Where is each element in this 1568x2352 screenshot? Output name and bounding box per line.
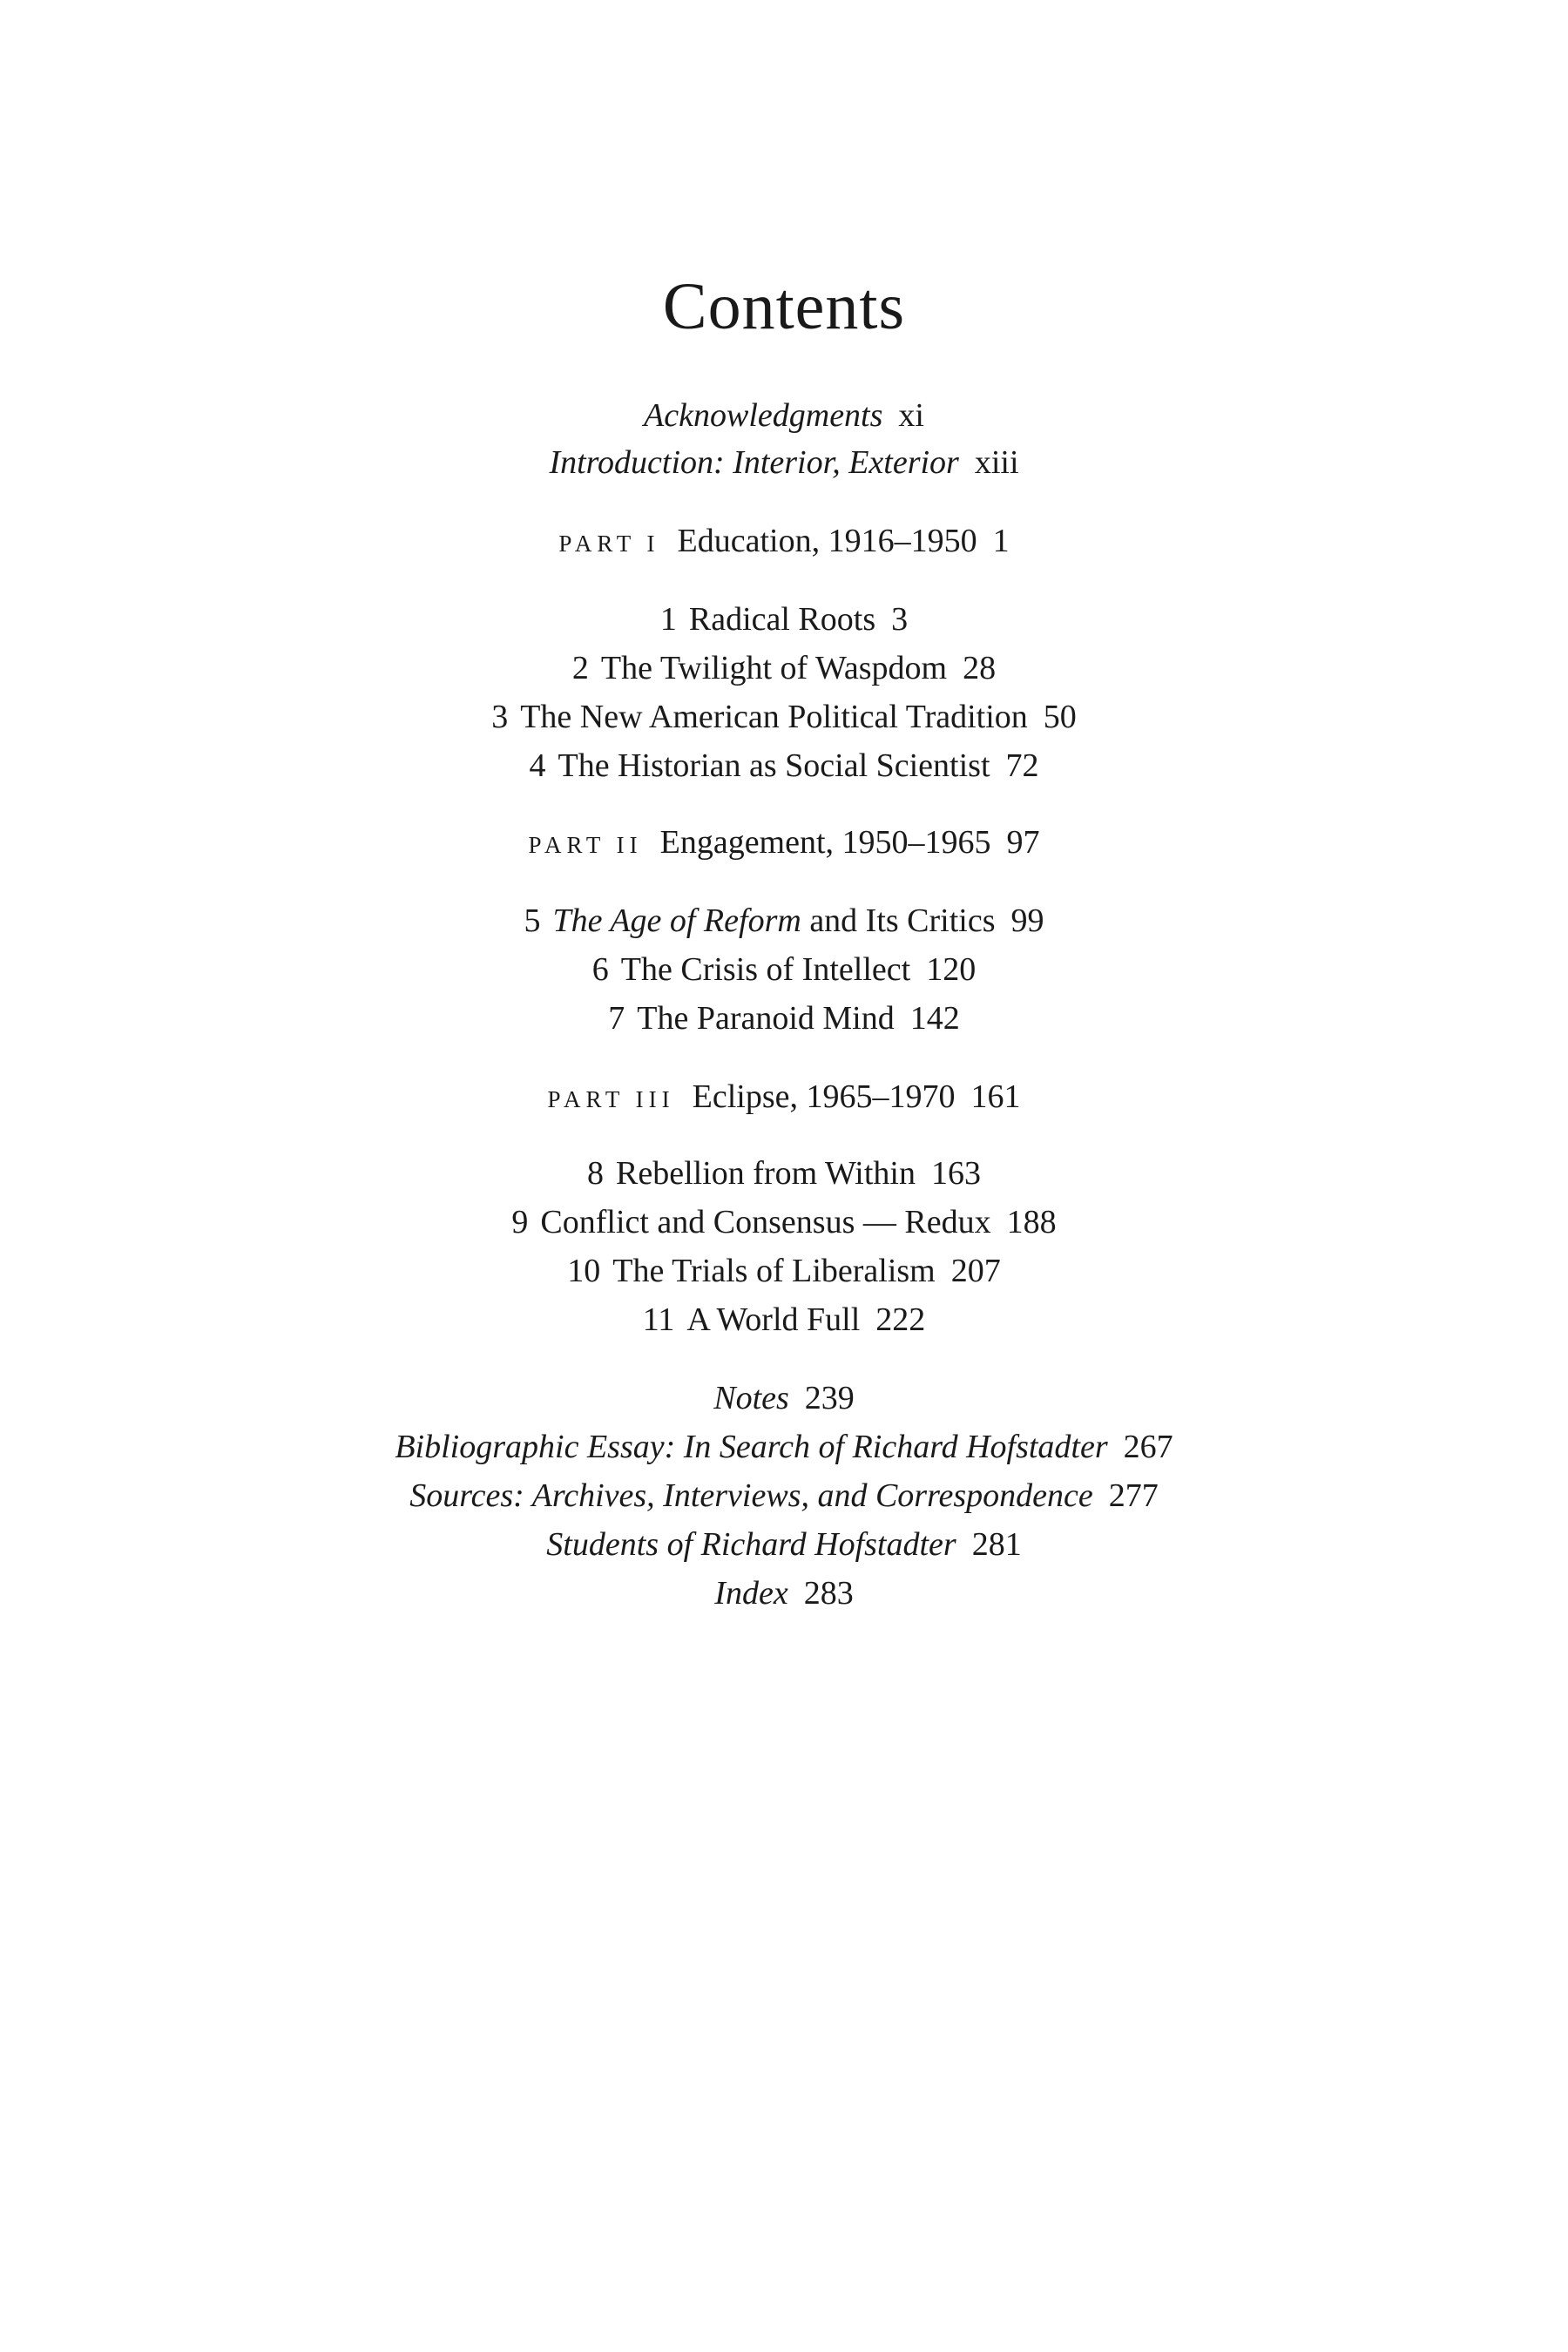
toc-entry-sources[interactable] bbox=[0, 1474, 1568, 1517]
chapter-page: 28 bbox=[963, 650, 997, 686]
toc-part-1[interactable] bbox=[0, 519, 1568, 565]
chapter-page: 120 bbox=[926, 951, 977, 988]
chapter-number: 3 bbox=[491, 699, 509, 735]
toc-chapter-4[interactable] bbox=[0, 744, 1568, 787]
chapter-title: A World Full bbox=[686, 1301, 861, 1338]
chapter-title: The Trials of Liberalism bbox=[612, 1253, 936, 1289]
entry-title: Introduction: Interior, Exterior bbox=[549, 444, 959, 481]
entry-title: Sources: Archives, Interviews, and Correspondence bbox=[409, 1477, 1093, 1514]
toc-chapter-3[interactable] bbox=[0, 695, 1568, 739]
chapter-number: 6 bbox=[591, 951, 609, 988]
toc-chapter-9[interactable] bbox=[0, 1200, 1568, 1244]
part-label: PART I bbox=[558, 531, 660, 557]
entry-page: 239 bbox=[804, 1380, 855, 1416]
chapter-title: Radical Roots bbox=[688, 601, 876, 638]
chapter-title: Conflict and Consensus — Redux bbox=[540, 1204, 991, 1240]
chapter-number: 9 bbox=[511, 1204, 529, 1240]
toc-entry-introduction[interactable] bbox=[0, 441, 1568, 484]
toc-entry-index[interactable] bbox=[0, 1571, 1568, 1615]
entry-title: Notes bbox=[713, 1380, 789, 1416]
part-title: Eclipse, 1965–1970 bbox=[692, 1078, 956, 1115]
chapter-page: 163 bbox=[930, 1155, 981, 1192]
chapter-number: 7 bbox=[608, 1000, 625, 1037]
toc-entry-bibliographic-essay[interactable] bbox=[0, 1425, 1568, 1469]
chapter-page: 222 bbox=[875, 1301, 926, 1338]
chapter-page: 207 bbox=[950, 1253, 1001, 1289]
part-page: 97 bbox=[1006, 824, 1040, 861]
entry-page: 283 bbox=[803, 1575, 854, 1612]
chapter-title: The Crisis of Intellect bbox=[620, 951, 911, 988]
chapter-title: The Historian as Social Scientist bbox=[558, 747, 990, 784]
chapter-title-italic: The Age of Reform bbox=[552, 902, 801, 939]
toc-entry-notes[interactable] bbox=[0, 1376, 1568, 1420]
entry-page: xi bbox=[898, 397, 924, 434]
entry-page: xiii bbox=[974, 444, 1019, 481]
chapter-page: 72 bbox=[1005, 747, 1039, 784]
chapter-page: 3 bbox=[891, 601, 909, 638]
entry-page: 281 bbox=[971, 1526, 1022, 1563]
chapter-number: 4 bbox=[529, 747, 546, 784]
toc-entry-acknowledgments[interactable] bbox=[0, 394, 1568, 437]
entry-title: Students of Richard Hofstadter bbox=[546, 1526, 956, 1563]
toc-chapter-6[interactable] bbox=[0, 948, 1568, 991]
chapter-number: 2 bbox=[571, 650, 589, 686]
chapter-title: Rebellion from Within bbox=[616, 1155, 916, 1192]
page-title: Contents bbox=[662, 270, 906, 343]
part-title: Engagement, 1950–1965 bbox=[659, 824, 991, 861]
toc-part-2[interactable] bbox=[0, 821, 1568, 867]
chapter-page: 99 bbox=[1010, 902, 1044, 939]
chapter-number: 11 bbox=[642, 1301, 675, 1338]
chapter-number: 5 bbox=[524, 902, 541, 939]
chapter-title: The New American Political Tradition bbox=[520, 699, 1028, 735]
toc-chapter-11[interactable] bbox=[0, 1298, 1568, 1342]
toc-chapter-1[interactable] bbox=[0, 598, 1568, 641]
part-title: Education, 1916–1950 bbox=[677, 523, 977, 559]
chapter-number: 1 bbox=[659, 601, 677, 638]
part-page: 1 bbox=[992, 523, 1010, 559]
toc-chapter-8[interactable] bbox=[0, 1152, 1568, 1195]
toc-chapter-10[interactable] bbox=[0, 1249, 1568, 1293]
toc-entry-students[interactable] bbox=[0, 1523, 1568, 1566]
chapter-title-rest: and Its Critics bbox=[809, 902, 996, 939]
toc-chapter-7[interactable] bbox=[0, 997, 1568, 1040]
chapter-page: 50 bbox=[1043, 699, 1077, 735]
entry-title: Bibliographic Essay: In Search of Richard Hofstadter bbox=[395, 1429, 1108, 1465]
chapter-number: 10 bbox=[567, 1253, 601, 1289]
toc-chapter-2[interactable] bbox=[0, 646, 1568, 690]
part-label: PART II bbox=[528, 832, 643, 858]
toc-chapter-5[interactable] bbox=[0, 899, 1568, 943]
chapter-title: The Paranoid Mind bbox=[637, 1000, 895, 1037]
chapter-title: The Twilight of Waspdom bbox=[600, 650, 948, 686]
chapter-page: 142 bbox=[909, 1000, 960, 1037]
toc-part-3[interactable] bbox=[0, 1075, 1568, 1121]
part-page: 161 bbox=[970, 1078, 1021, 1115]
entry-title: Acknowledgments bbox=[644, 397, 883, 434]
entry-title: Index bbox=[714, 1575, 788, 1612]
entry-page: 277 bbox=[1108, 1477, 1159, 1514]
chapter-number: 8 bbox=[587, 1155, 605, 1192]
part-label: PART III bbox=[547, 1086, 675, 1112]
chapter-page: 188 bbox=[1006, 1204, 1057, 1240]
entry-page: 267 bbox=[1123, 1429, 1173, 1465]
